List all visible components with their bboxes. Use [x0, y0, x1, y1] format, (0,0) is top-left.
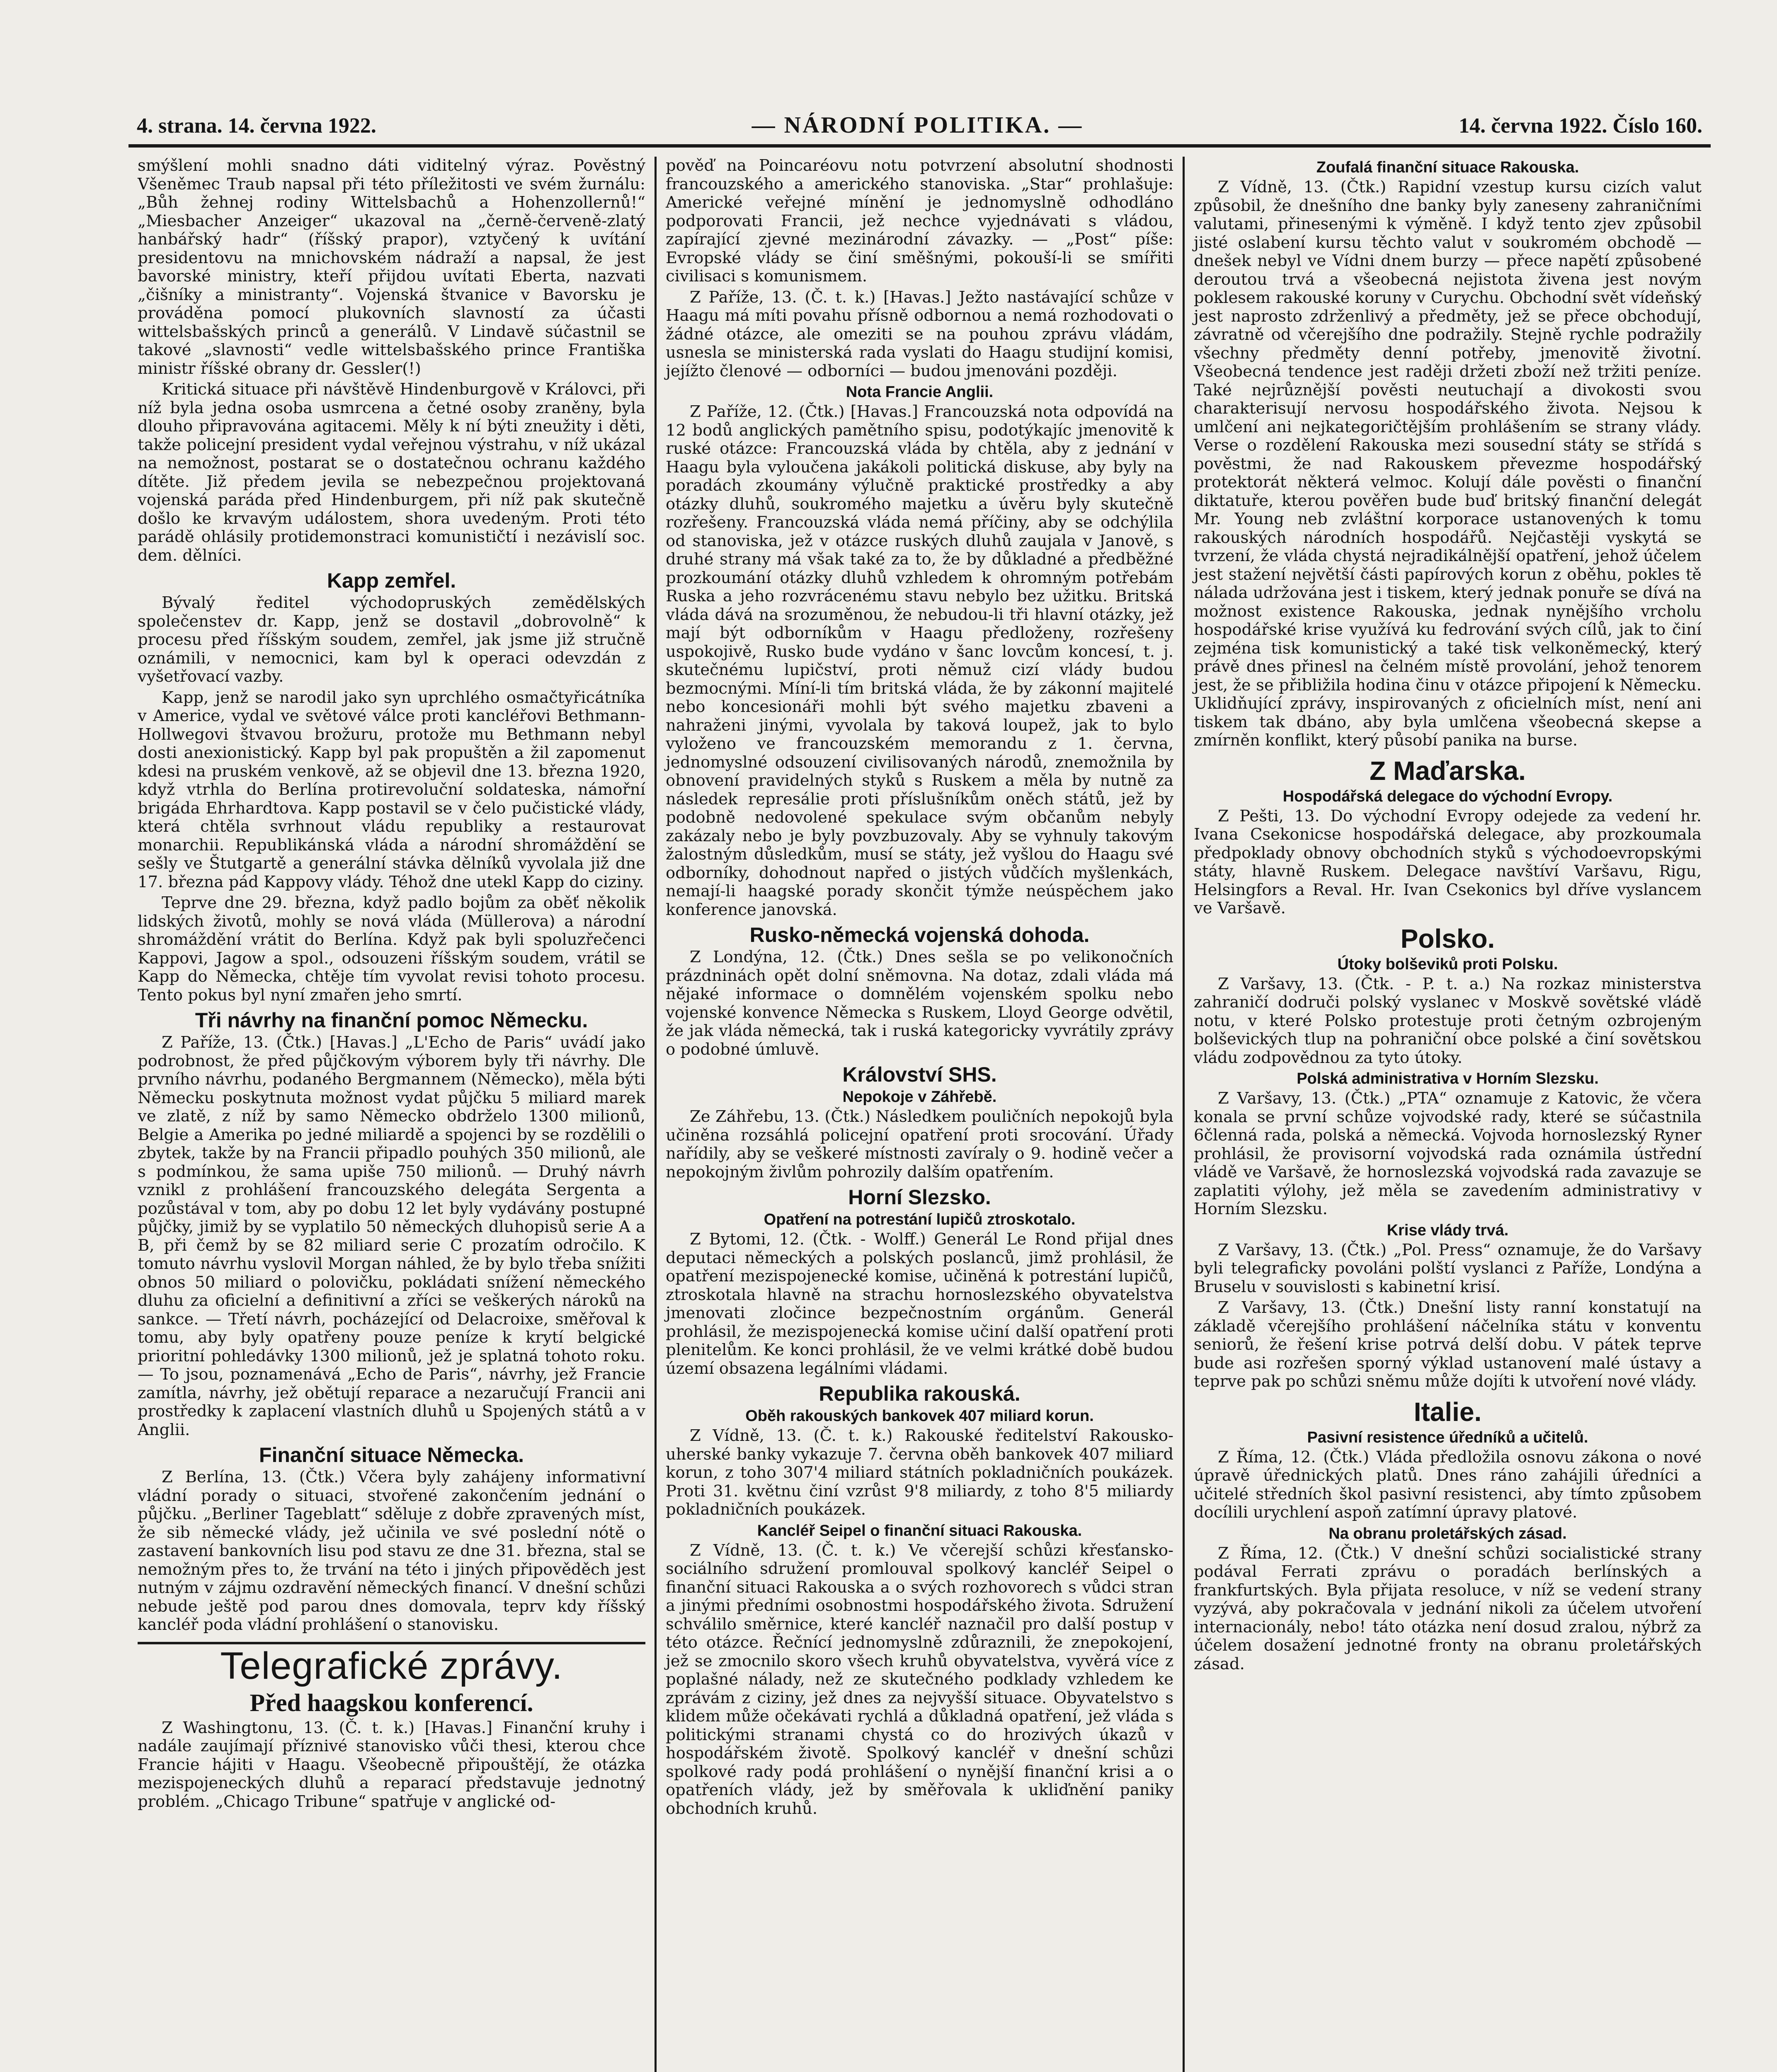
article-text: Z Varšavy, 13. (Čtk.) Dnešní listy ranní konstatují na základě včerejšího prohlášení náčelníka státu v konventu seniorů, že řešení krise potrvá delší dobu. V pátek teprve bude asi rozřešen sporný výklad ustanovení malé ústavy a teprve pak po schůzi sněmu může dojíti k utvoření nové vlády. [1194, 1298, 1702, 1391]
subhead-proletarian: Na obranu proletářských zásad. [1329, 1525, 1567, 1542]
article-text: Z Vídně, 13. (Č. t. k.) Ve včerejší schůzi křesťansko-sociálního sdružení promlouval spolkový kancléř Seipel o finanční situaci Rakouska a o svých rozhovorech s vůdci stran a jinými předními osobnostmi hospodářského života. Sdružení schválilo směrnice, které kancléř naznačil pro další postup v této otázce. Řečnící jednomyslně zdůraznili, že znepokojení, jež se zmocnilo skoro všech kruhů obyvatelstva, vyvěrá více z poplašné nálady, než ze skutečného podklady vzhledem ke zprávám z ciziny, jež dnes za nejvyšší situace. Obyvatelstvo s klidem může očekávati rychlá a důkladná opatření, jež vláda s politickými stranami chystá co do hrozivých úkazů v hospodářském životě. Spolkový kancléř v dnešní schůzi spolkové rady podá prohlášení o nynější finanční krisi a o opatřeních vlády, jež by směřovala k ukliďnění paniky obchodních kruhů. [666, 1541, 1173, 1818]
headline-austria-finance: Zoufalá finanční situace Rakouska. [1316, 159, 1579, 176]
subhead-robbers: Opatření na potrestání lupičů ztroskotalo. [764, 1211, 1076, 1228]
headline-austria: Republika rakouská. [819, 1382, 1021, 1405]
masthead-title: — NÁRODNÍ POLITIKA. — [752, 112, 1084, 138]
headline-france-note: Nota Francie Anglii. [846, 383, 994, 401]
article-text: Z Paříže, 13. (Čtk.) [Havas.] „L'Echo de Paris“ uvádí jako podrobnost, že před půjčkovým výborem byly tři návrhy. Dle prvního návrhu, podaného Bergmannem (Německo), měla býti Německu poskytnuta možnost vydat půjčku 5 miliard marek ve zlatě, z níž by samo Německo obdrželo 1300 milionů, Belgie a Amerika po jedné miliardě a spojenci by se rozdělili o zbytek, takže by na Francii připadlo pouhých 350 milionů, ale s podmínkou, že sama upiše 750 milionů. — Druhý návrh vznikl z prohlášení francouzského delegáta Sergenta a pozůstával v tom, aby po dobu 12 let byly vydávány postupné půjčky, jimiž by se vyplatilo 50 německých dluhopisů serie A a B, při čemž by se 82 miliard serie C prozatím odročilo. K tomuto návrhu vyslovil Morgan náhled, že by bylo třeba snížiti obnos 50 miliard o polovičku, pokládati snížení německého dluhu za oficielní a definitivní a zříci se veškerých nároků na sankce. — Třetí návrh, pocházející od Delacroixe, směřoval k tomu, aby byly opatřeny pouze peníze k krytí belgické prioritní pohledávky 1300 milionů, jež je splatná tohoto roku. — To jsou, poznamenává „Echo de Paris“, návrhy, jež Francie zamítla, návrhy, jež obětují reparace a nezaručují Francii ani prostředky k zaplacení vlastních dluhů u Spojených států a v Anglii. [138, 1033, 645, 1439]
headline-kapp: Kapp zemřel. [327, 569, 456, 592]
article-text: Z Varšavy, 13. (Čtk.) „PTA“ oznamuje z Katovic, že včera konala se první schůze vojvodské rady, které se súčastnila 6členná rada, polská a německá. Vojvoda hornoslezský Ryner prohlásil, že provisorní vojvodská rada oznámila ústřední vládě ve Varšavě, že hornoslezská vojvodská rada zavazuje se zaplatiti výlohy, jež měla se zavedením administrativy v Horním Slezsku. [1194, 1089, 1702, 1218]
headline-german-finance: Finanční situace Německa. [259, 1443, 524, 1467]
headline-hague: Před haagskou konferencí. [250, 1689, 533, 1716]
article-text: Z Londýna, 12. (Čtk.) Dnes sešla se po velikonočních prázdninách opět dolní sněmovna. Na dotaz, zdali vláda má nějaké informace o domnělém vojenském spolku nebo vojenské konvence Německa s Ruskem, Lloyd George odvětil, že jak vláda německá, tak i ruská kategoricky vyvrátily zprávy o podobné úmluvě. [666, 948, 1173, 1059]
masthead-right: 14. června 1922. Číslo 160. [1459, 114, 1702, 138]
subhead-zagreb: Nepokoje v Záhřebě. [842, 1088, 997, 1106]
article-text: Kritická situace při návštěvě Hindenburgově v Královci, při níž byla jedna osoba usmrcena a četné osoby zraněny, byla dlouho připravována agitacemi. Měly k ní býti zneužity i děti, takže policejní president vydal veřejnou výstrahu, v níž ukázal na nemožnost, postarat se o dostatečnou ochranu každého dítěte. Již předem jevila se nebezpečnou projektovaná vojenská paráda před Hindenburgem, při níž pak skutečně došlo ke krvavým událostem, shora uvedeným. Proti této parádě ohlásily protidemonstraci komunističtí i nezávislí soc. dem. dělníci. [138, 380, 645, 565]
article-text: Z Říma, 12. (Čtk.) Vláda předložila osnovu zákona o nové úpravě úřednických platů. Dnes ráno zahájili úředníci a učitelé středních škol pasivní resistenci, aby tímto způsobem docílili urychlení aspoň zatímní úpravy platové. [1194, 1447, 1702, 1522]
section-title-telegrams: Telegrafické zprávy. [138, 1642, 645, 1687]
headline-three-proposals: Tři návrhy na finanční pomoc Německu. [195, 1009, 588, 1032]
article-text: Z Vídně, 13. (Č. t. k.) Rakouské ředitelství Rakousko-uherské banky vykazuje 7. června oběh bankovek 407 miliard korun, z toho 307'4 miliard státních pokladničních poukázek. Proti 31. květnu činí vzrůst 9'8 miliardy, z toho 8'5 miliardy pokladničních poukázek. [666, 1426, 1173, 1519]
country-poland: Polsko. [1400, 923, 1495, 954]
subhead-delegation: Hospodářská delegace do východní Evropy. [1282, 787, 1613, 805]
article-text: Z Pešti, 13. Do východní Evropy odejede za vedení hr. Ivana Csekonicse hospodářská delegace, aby prozkoumala předpoklady obnovy obchodních styků s východoevropskými státy, hlavně Ruskem. Delegace navštíví Varšavu, Rigu, Helsingfors a Reval. Hr. Ivan Csekonics byl dříve vyslancem ve Varšavě. [1194, 806, 1702, 917]
country-italy: Italie. [1413, 1397, 1482, 1427]
article-text: Bývalý ředitel východopruských zemědělských společenstev dr. Kapp, jenž se dostavil „dobrovolně“ k procesu před říšským soudem, zemřel, jak jsme již stručně oznámili, v nemocnici, kam byl k operaci odevzdán z vyšetřovací vazby. [138, 593, 645, 686]
subhead-banknotes: Oběh rakouských bankovek 407 miliard korun. [745, 1407, 1094, 1425]
article-text: Z Varšavy, 13. (Čtk. - P. t. a.) Na rozkaz ministerstva zahraničí dodruči polský vyslanec v Moskvě sovětské vládě notu, v které Polsko protestuje proti četným ozbrojeným bolševických tlup na pohraniční obce polské a činí sovětskou vládu zodpovědnou za tyto útoky. [1194, 974, 1702, 1067]
article-text: Kapp, jenž se narodil jako syn uprchlého osmačtyřicátníka v Americe, vydal ve světové válce proti kancléřovi Bethmann-Hollwegovi štvavou brožuru, protože mu Bethmann nebyl dosti anexionistický. Kapp byl pak propuštěn a žil zapomenut kdesi na pruském venkově, až se objevil dne 13. března 1920, když vtrhla do Berlína protirevoluční soldateska, námořní brigáda Ehrhardtova. Kapp postavil se v čelo pučistické vlády, která chtěla svrhnout vládu republiky a restaurovat monarchii. Republikánská vláda a národní shromáždění se sešly ve Štutgartě a generální stávka dělníků vyvolala již dne 17. března pád Kappovy vlády. Téhož dne utekl Kapp do ciziny. [138, 688, 645, 891]
article-text: pověď na Poincaréovu notu potvrzení absolutní shodnosti francouzského a amerického stanoviska. „Star“ prohlašuje: Americké veřejné mínění je jednomyslně odhodláno podporovati Francii, jež nechce vyjednávati s vládou, zapírající zjevné mezinárodní závazky. — „Post“ píše: Evropské vlády se činí směšnými, pokouší-li se smířiti civilisaci s komunismem. [666, 157, 1173, 286]
subhead-polish-admin: Polská administrativa v Horním Slezsku. [1297, 1070, 1599, 1087]
headline-russo-german: Rusko-německá vojenská dohoda. [749, 923, 1090, 946]
article-text: Z Bytomi, 12. (Čtk. - Wolff.) Generál Le Rond přijal dnes deputaci německých a polských poslanců, jimž prohlásil, že opatření mezispojenecké komise, učiněná k potrestání lupičů, ztroskotala hlavně na strachu hornoslezského obyvatelstva jmenovati zločince bezpečnostním orgánům. Generál prohlásil, že mezispojenecká komise učiní další opatření proti plenitelům. Ke konci prohlásil, že ve velmi krátké době budou území obsazena legálními vládami. [666, 1230, 1173, 1378]
subhead-bolshevik-attacks: Útoky bolševiků proti Polsku. [1337, 955, 1558, 973]
article-text: smýšlení mohli snadno dáti viditelný výraz. Pověstný Všeněmec Traub napsal při této příležitosti ve svém žurnálu: „Bůh žehnej rodiny Wittelsbachů a Hohenzollernů!“ „Miesbacher Anzeiger“ ukazoval na „černě-červeně-zlatý hanbářský hadr“ (říšský prapor), vztyčený k uvítání presidentovu na mnichovském nádraží a napsal, že jest bavorské ministry, kteří přijdou uvítati Eberta, nazvati „čišníky a ministranty“. Vojenská štvanice v Bavorsku je prováděna pomocí plukovních slavností za účasti wittelsbašských princů a generálů. V Lindavě súčastnil se takové „slavnosti“ vedle wittelsbašského prince Františka ministr říšské obrany dr. Gessler(!) [138, 157, 645, 378]
article-text: Z Varšavy, 13. (Čtk.) „Pol. Press“ oznamuje, že do Varšavy byli telegraficky povoláni polští vyslanci z Paříže, Londýna a Bruselu v souvislosti s kabinetní krisí. [1194, 1240, 1702, 1296]
headline-upper-silesia: Horní Slezsko. [848, 1186, 991, 1209]
article-text: Teprve dne 29. března, když padlo bojům za oběť několik lidských životů, mohly se nová vláda (Müllerova) a národní shromáždění vrátit do Berlína. Když pak byli spoluzřečenci Kappovi, Jagow a spol., odsouzeni říšským soudem, vrátil se Kapp do Německa, chtěje tím vyvolat revisi tohoto procesu. Tento pokus byl nyní zmařen jeho smrtí. [138, 893, 645, 1005]
column-3 [1185, 157, 1711, 2072]
subhead-crisis: Krise vlády trvá. [1387, 1221, 1509, 1239]
headline-shs: Království SHS. [842, 1063, 997, 1086]
subhead-passive-resistance: Pasivní resistence úředníků a učitelů. [1307, 1428, 1588, 1446]
article-text: Z Říma, 12. (Čtk.) V dnešní schůzi socialistické strany podával Ferrati zprávu o poradách berlínských a frankfurtských. Byla přijata resoluce, v níž se vedení strany vyzývá, aby pokračovala v jednání nikoli za účelem utvoření internacionály, nebo! táto otázka není dosud zralou, nýbrž za účelem dosažení jednotné fronty na obranu proletářských zásad. [1194, 1544, 1702, 1673]
column-1 [128, 157, 657, 2072]
article-text: Z Paříže, 12. (Čtk.) [Havas.] Francouzská nota odpovídá na 12 bodů anglických pamětního spisu, podotýkajíc jmenovitě k ruské otázce: Francouzská vláda by chtěla, aby z jednání v Haagu byla vyloučena jakákoli politická diskuse, aby byly na poradách zkoumány výlučně praktické prostředky a aby otázky dluhů, soukromého majetku a úvěru byly skutečně rozřešeny. Francouzská vláda nemá příčiny, aby se odchýlila od stanoviska, jež v otázce ruských dluhů zaujala v Janově, s druhé strany má však také za to, že by důkladné a předběžné prozkoumání otázky dluhů vzhledem k ohromným potřebám Ruska a jeho rozvrácenému stavu nebylo bez užitku. Britská vláda dává na srozuměnou, že nebudou-li tři hlavní otázky, jež mají být odborníkům v Haagu předloženy, rozřešeny uspokojivě, Rusko bude vydáno v šanc lovcům koncesí, t. j. skutečnému lupičství, proti němuž cizí vlády budou bezmocnými. Míní-li tím britská vláda, že by zákonní majitelé nebo koncesionáři mohli být svého majetku zbaveni a nahraženi jinými, vyvolala by taková loupež, jak to bylo vyloženo ve francouzském memorandu z 1. června, jednomyslné odsouzení civilisovaných národů, znemožnila by obnovení pravidelných styků s Ruskem a měla by nutně za následek represálie proti příslušníkům oněch států, jež by podobně nedovolené spekulace svým občanům nebyly zakázaly nebo je byly povzbuzovaly. Aby se vyhnuly takovým žalostným důsledkům, musí se státy, jež vyšlou do Haagu své odborníky, dohodnout napřed o jistých vůdčích myšlenkách, nemají-li haagské porady skončit týmže neúspěchem jako konference janovská. [666, 402, 1173, 919]
article-text: Z Vídně, 13. (Čtk.) Rapidní vzestup kursu cizích valut způsobil, že dnešního dne banky byly zaneseny zahraničními valutami, přinesenými k výměně. I když tento zjev způsobil jisté oslabení kursu těchto valut v soukromém obchodě — dnešek nebyl ve Vídni dnem burzy — přece napětí způsobené deroutou trvá a všeobecná nejistota živena jest novým poklesem rakouské koruny v Curychu. Obchodní svět vídeňský jest naprosto zdrženlivý a předměty, jež se přece obchodují, závratně od včerejšího dne podražily. Stejně rychle podražily všechny předměty denní potřeby, jmenovitě životní. Všeobecná tendence jest raději držeti zboží než tržiti peníze. Také nejrůznější pověsti neutuchají a divokosti svou charakterisují nervosu hospodářského života. Nejsou k umlčení ani nejkategoričtějším prohlášením se strany vlády. Verse o rozdělení Rakouska mezi sousední státy se střídá s pověstmi, že nad Rakouskem převezme hospodářský protektorát některá velmoc. Kolují dále pověsti o finanční diktatuře, kterou pověřen bude buď britský finanční delegát Mr. Young neb zvláštní korporace ustanovených k tomu rakouských národních hospodářů. Nejčastěji vyskytá se tvrzení, že vláda chystá nejradikálnější opatření, jehož účelem jest stažení největší části papírových korun z oběhu, pokles tě nálada udržována jest i tiskem, který jednak ponuře se dívá na možnost existence Rakouska, jednak nynějšího vrcholu hospodářské krise využívá ku fedrování svých cílů, jak to činí zejména tisk komunistický a také tisk velkoněmecký, který právě dnes přinesl na čelném místě provolání, jehož tenorem jest, že se přibližila hodina činu v otázce připojení k Německu. Uklidňující zprávy, inspirovaných z oficielních míst, není ani tiskem tak dbáno, aby byla umlčena všeobecná skepse a zmírněn konflikt, který působí panika na burse. [1194, 178, 1702, 750]
article-text: Z Berlína, 13. (Čtk.) Včera byly zahájeny informativní vládní porady o situaci, stvořené zakončením jednání o půjčku. „Berliner Tageblatt“ sděluje z dobře zpravených míst, že sib německé vlády, jež učinila ve své poslední nótě o zastavení bankovních lisu pod stavu ze dne 31. března, stal se nemožným přes to, že trvání na této i jiných připověděch jest nutným v zájmu ozdravění německých financí. V dnešní schůzi nebude ještě pod parou dnes domovala, teprv kdy říšský kancléř poda vládní prohlášení o stanovisku. [138, 1468, 645, 1634]
article-text: Z Washingtonu, 13. (Č. t. k.) [Havas.] Finanční kruhy i nadále zaujímají příznivé stanovisko vůči thesi, kterou chce Francie hájiti v Haagu. Všeobecně připouštějí, že otázka mezispojeneckých dluhů a reparací představuje jednotný problém. „Chicago Tribune“ spatřuje v anglické od- [138, 1718, 645, 1811]
columns [128, 157, 1711, 2072]
subhead-seipel: Kancléř Seipel o finanční situaci Rakouska. [757, 1522, 1082, 1539]
article-text: Z Paříže, 13. (Č. t. k.) [Havas.] Ježto nastávající schůze v Haagu má míti povahu přísně odbornou a nemá rozhodovati o žádné otázce, ale omeziti se na pouhou zprávu vládám, usnesla se ministerská rada vyslati do Haagu studijní komisi, jejížto členové — odborníci — budou jmenováni později. [666, 288, 1173, 380]
column-2 [657, 157, 1185, 2072]
country-hungary: Z Maďarska. [1370, 755, 1526, 786]
article-text: Ze Záhřebu, 13. (Čtk.) Následkem pouličních nepokojů byla učiněna rozsáhlá policejní opatření proti srocování. Úřady nařídily, aby se veškeré místnosti zavíraly o 9. hodině večer a nepokojným živlům pohrozily dalším opatřením. [666, 1107, 1173, 1181]
masthead [128, 112, 1711, 148]
masthead-left: 4. strana. 14. června 1922. [137, 114, 376, 138]
